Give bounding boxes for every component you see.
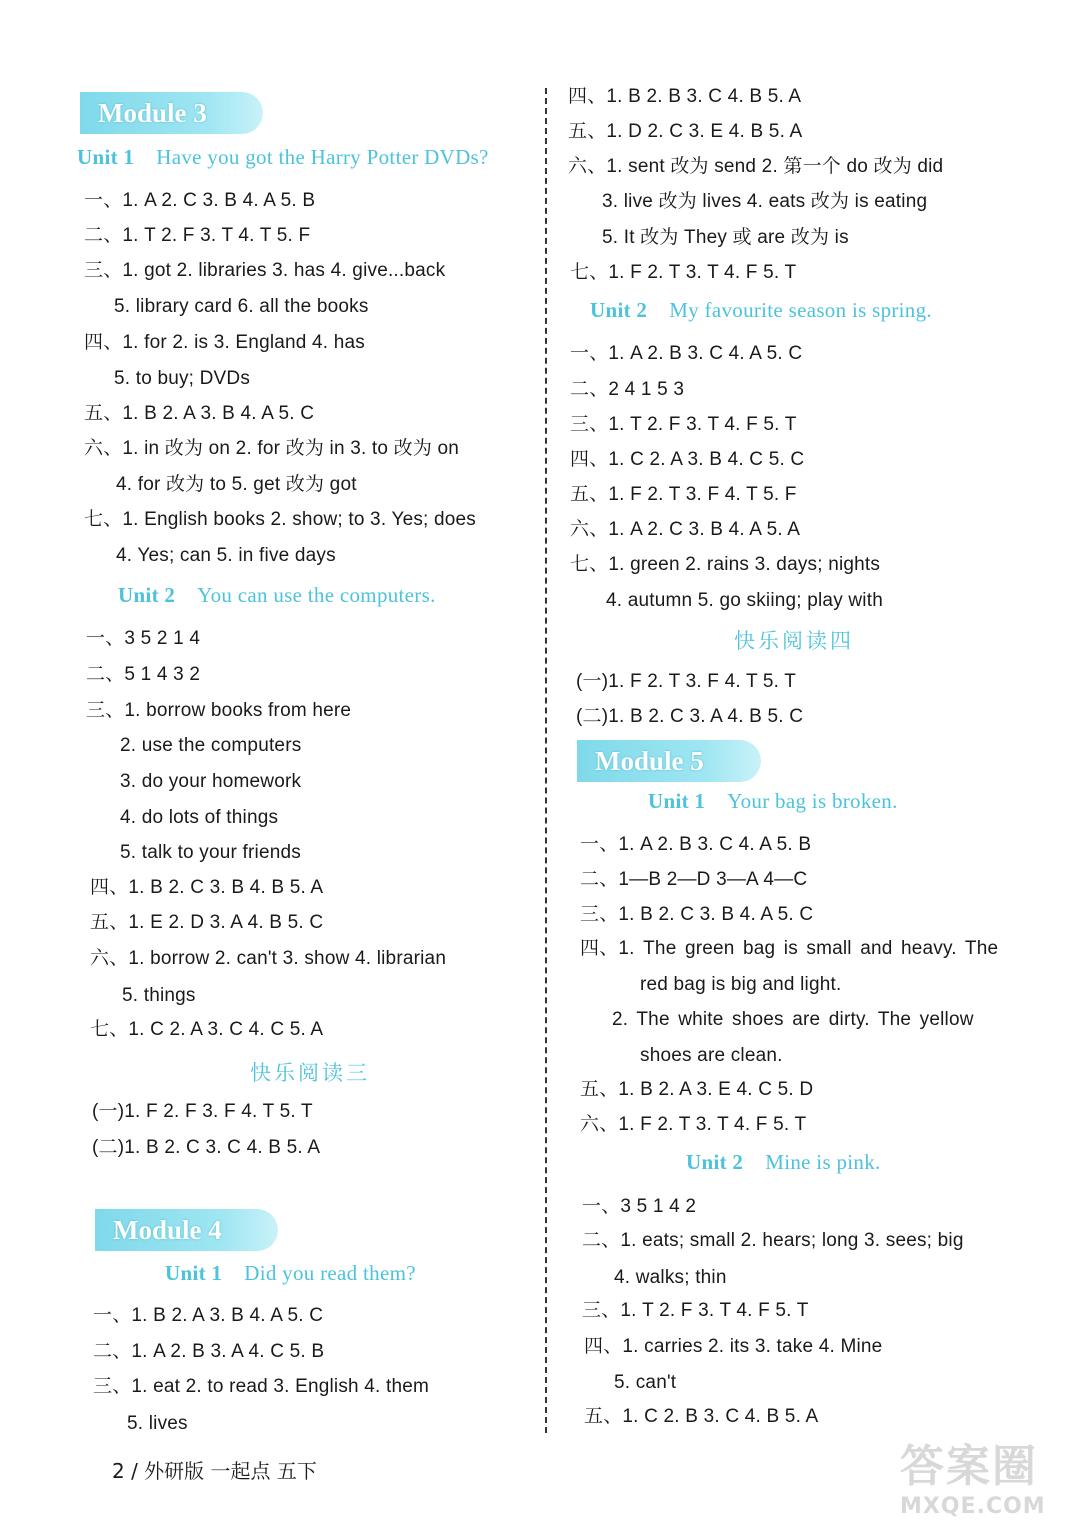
answer-line: (一)1. F 2. T 3. F 4. T 5. T xyxy=(576,671,797,692)
answer-line: (二)1. B 2. C 3. A 4. B 5. C xyxy=(576,706,804,727)
answer-line: 一、3 5 2 1 4 xyxy=(86,628,201,649)
answer-line: 七、1. F 2. T 3. T 4. F 5. T xyxy=(570,262,797,283)
answer-line: (一)1. F 2. F 3. F 4. T 5. T xyxy=(92,1101,313,1122)
answer-line: 4. walks; thin xyxy=(614,1267,727,1288)
module-3-unit-1-heading xyxy=(77,145,489,170)
answer-line: 5. things xyxy=(122,985,196,1006)
answer-line: 3. live 改为 lives 4. eats 改为 is eating xyxy=(602,191,928,212)
module-5-unit-1-heading xyxy=(648,789,898,814)
happy-reading-3-heading: 快乐阅读三 xyxy=(250,1061,370,1085)
answer-line: 三、1. got 2. libraries 3. has 4. give...back xyxy=(84,260,446,281)
answer-line: 四、1. for 2. is 3. England 4. has xyxy=(84,332,365,353)
unit-label: Unit 1 xyxy=(648,789,706,813)
answer-line: 三、1. borrow books from here xyxy=(86,700,352,721)
unit-label: Unit 2 xyxy=(118,583,176,607)
answer-line: 二、1—B 2—D 3—A 4—C xyxy=(580,869,808,890)
unit-title: Your bag is broken. xyxy=(727,789,898,813)
answer-line: 二、2 4 1 5 3 xyxy=(570,379,685,400)
module-5-banner: Module 5 xyxy=(577,740,761,782)
answer-line: 五、1. F 2. T 3. F 4. T 5. F xyxy=(570,484,797,505)
answer-line: 5. can't xyxy=(614,1372,677,1393)
site-watermark xyxy=(900,1430,1070,1530)
answer-line: 二、1. eats; small 2. hears; long 3. sees; big xyxy=(582,1230,964,1251)
unit-title: You can use the computers. xyxy=(197,583,436,607)
module-4-unit-1-heading xyxy=(165,1261,416,1286)
answer-line: 七、1. C 2. A 3. C 4. C 5. A xyxy=(90,1019,324,1040)
answer-line: 二、1. T 2. F 3. T 4. T 5. F xyxy=(84,225,311,246)
page-footer: 2 / 外研版 一起点 五下 xyxy=(112,1459,317,1483)
answer-line: (二)1. B 2. C 3. C 4. B 5. A xyxy=(92,1137,321,1158)
answer-line: 七、1. green 2. rains 3. days; nights xyxy=(570,554,881,575)
answer-line: 六、1. in 改为 on 2. for 改为 in 3. to 改为 on xyxy=(84,438,460,459)
answer-line: 四、1. The green bag is small and heavy. The xyxy=(580,938,999,959)
unit-label: Unit 1 xyxy=(165,1261,223,1285)
module-5-unit-2-heading xyxy=(686,1150,881,1175)
unit-label: Unit 2 xyxy=(590,298,648,322)
answer-line: 五、1. C 2. B 3. C 4. B 5. A xyxy=(584,1406,819,1427)
answer-line: shoes are clean. xyxy=(640,1045,783,1066)
answer-line: 4. do lots of things xyxy=(120,807,279,828)
answer-line: 2. The white shoes are dirty. The yellow xyxy=(612,1009,974,1030)
answer-line: 5. library card 6. all the books xyxy=(114,296,369,317)
answer-line: 五、1. B 2. A 3. E 4. C 5. D xyxy=(580,1079,814,1100)
unit-label: Unit 2 xyxy=(686,1150,744,1174)
answer-line: 二、5 1 4 3 2 xyxy=(86,664,201,685)
unit-title: Have you got the Harry Potter DVDs? xyxy=(156,145,489,169)
answer-line: 5. lives xyxy=(127,1413,188,1434)
answer-line: 五、1. D 2. C 3. E 4. B 5. A xyxy=(568,121,803,142)
answer-line: 五、1. E 2. D 3. A 4. B 5. C xyxy=(90,912,324,933)
answer-line: 4. for 改为 to 5. get 改为 got xyxy=(116,474,357,495)
answer-line: 四、1. B 2. B 3. C 4. B 5. A xyxy=(568,86,802,107)
module-4-unit-2-heading xyxy=(590,298,932,323)
answer-line: 五、1. B 2. A 3. B 4. A 5. C xyxy=(84,403,315,424)
answer-line: 四、1. carries 2. its 3. take 4. Mine xyxy=(584,1336,883,1357)
answer-line: 七、1. English books 2. show; to 3. Yes; does xyxy=(84,509,476,530)
unit-title: Mine is pink. xyxy=(765,1150,881,1174)
answer-line: 六、1. F 2. T 3. T 4. F 5. T xyxy=(580,1114,807,1135)
unit-title: My favourite season is spring. xyxy=(669,298,932,322)
answer-line: 4. autumn 5. go skiing; play with xyxy=(606,590,883,611)
watermark-url: MXQE.COM xyxy=(900,1494,1046,1519)
unit-label: Unit 1 xyxy=(77,145,135,169)
answer-line: 三、1. T 2. F 3. T 4. F 5. T xyxy=(582,1300,809,1321)
answer-line: 一、3 5 1 4 2 xyxy=(582,1196,697,1217)
answer-line: 四、1. C 2. A 3. B 4. C 5. C xyxy=(570,449,805,470)
answer-line: 二、1. A 2. B 3. A 4. C 5. B xyxy=(93,1341,325,1362)
module-3-unit-2-heading xyxy=(118,583,436,608)
answer-line: 六、1. A 2. C 3. B 4. A 5. A xyxy=(570,519,801,540)
answer-line: 5. talk to your friends xyxy=(120,842,301,863)
answer-line: 5. It 改为 They 或 are 改为 is xyxy=(602,227,849,248)
answer-line: 一、1. A 2. B 3. C 4. A 5. B xyxy=(580,834,812,855)
answer-line: 三、1. B 2. C 3. B 4. A 5. C xyxy=(580,904,814,925)
module-3-banner: Module 3 xyxy=(80,92,263,134)
answer-line: 一、1. B 2. A 3. B 4. A 5. C xyxy=(93,1305,324,1326)
answer-line: 4. Yes; can 5. in five days xyxy=(116,545,336,566)
answer-line: 六、1. sent 改为 send 2. 第一个 do 改为 did xyxy=(568,156,944,177)
answer-line: 三、1. T 2. F 3. T 4. F 5. T xyxy=(570,414,797,435)
answer-line: 一、1. A 2. C 3. B 4. A 5. B xyxy=(84,190,316,211)
answer-line: 3. do your homework xyxy=(120,771,302,792)
answer-line: red bag is big and light. xyxy=(640,974,842,995)
watermark-chinese: 答案圈 xyxy=(900,1441,1038,1492)
unit-title: Did you read them? xyxy=(244,1261,416,1285)
answer-line: 三、1. eat 2. to read 3. English 4. them xyxy=(93,1376,430,1397)
column-divider xyxy=(545,88,547,1433)
answer-line: 六、1. borrow 2. can't 3. show 4. librarian xyxy=(90,948,447,969)
answer-line: 四、1. B 2. C 3. B 4. B 5. A xyxy=(90,877,324,898)
answer-line: 2. use the computers xyxy=(120,735,302,756)
module-4-banner: Module 4 xyxy=(95,1209,278,1251)
answer-line: 5. to buy; DVDs xyxy=(114,368,251,389)
happy-reading-4-heading: 快乐阅读四 xyxy=(734,629,854,653)
answer-line: 一、1. A 2. B 3. C 4. A 5. C xyxy=(570,343,803,364)
